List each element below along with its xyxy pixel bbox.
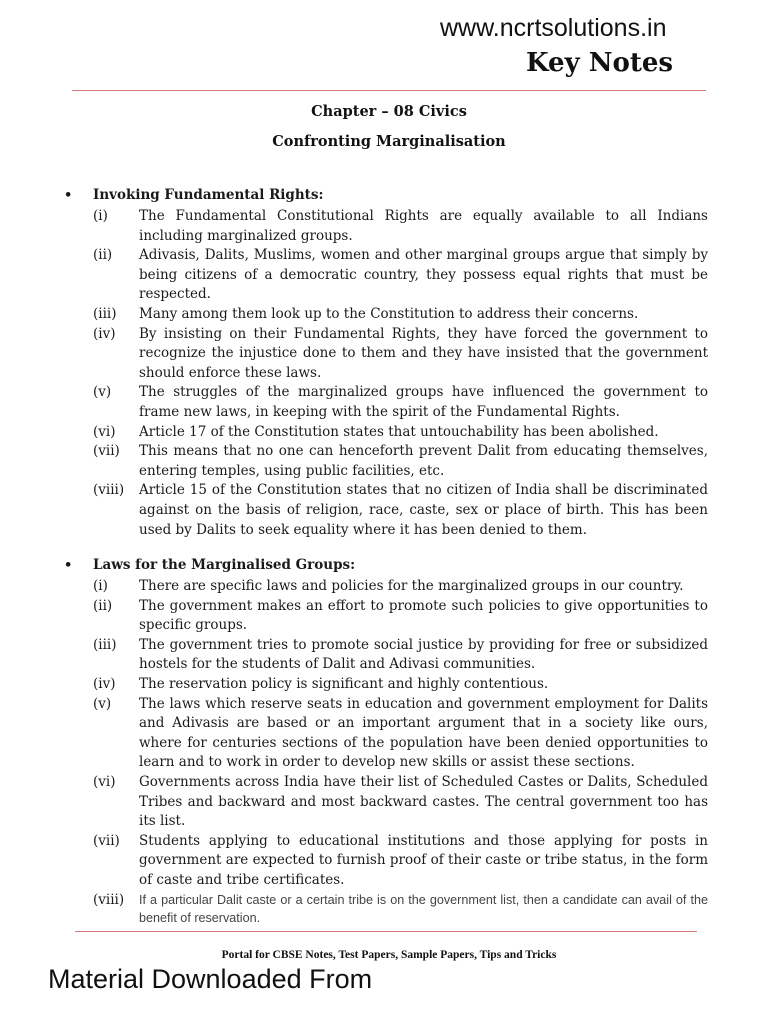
- item-number: (i): [93, 578, 108, 594]
- item-text: If a particular Dalit caste or a certain tribe is on the government list, then a candidate can avail of the benefit of reservation.: [139, 892, 708, 925]
- list-item: [64, 442, 708, 481]
- footer-divider: [75, 931, 697, 932]
- item-text: The government tries to promote social justice by providing for free or subsidized hostels for the students of Dalit and Adivasi communities.: [139, 636, 708, 673]
- list-item: [64, 246, 708, 305]
- header-divider: [72, 90, 706, 91]
- item-number: (vii): [93, 832, 120, 849]
- chapter-title: Chapter – 08 Civics: [311, 103, 467, 120]
- item-text: The government makes an effort to promote such policies to give opportunities to specific groups.: [139, 597, 708, 634]
- bullet-icon: •: [64, 188, 73, 203]
- item-number: (v): [93, 695, 112, 712]
- list-item: [64, 636, 708, 675]
- item-text: Students applying to educational institutions and those applying for posts in government are expected to furnish proof of their caste or tribe status, in the form of caste and tribe certificates.: [139, 832, 708, 888]
- item-number: (ii): [93, 247, 113, 264]
- section-heading: [64, 186, 708, 207]
- item-text: There are specific laws and policies for the marginalized groups in our country.: [139, 578, 684, 594]
- item-number: (viii): [93, 891, 125, 908]
- item-text: The struggles of the marginalized groups have influenced the government to frame new laws, in keeping with the spirit of the Fundamental Rights.: [139, 384, 708, 420]
- list-item: [64, 675, 708, 695]
- key-notes-title: Key Notes: [526, 48, 674, 78]
- section-heading: [64, 556, 708, 577]
- item-number: (vi): [93, 773, 116, 790]
- item-number: (vii): [93, 443, 120, 460]
- item-text: The Fundamental Constitutional Rights are equally available to all Indians including marginalized groups.: [139, 208, 708, 244]
- list-item: [64, 325, 708, 384]
- item-text: The reservation policy is significant and highly contentious.: [139, 675, 549, 692]
- item-text: Adivasis, Dalits, Muslims, women and other marginal groups argue that simply by being citizens of a democratic country, they possess equal rights that must be respected.: [139, 247, 708, 303]
- item-text: Governments across India have their list of Scheduled Castes or Dalits, Scheduled Tribes and backward and most backward castes. The central government too has its list.: [139, 773, 708, 830]
- item-text: Article 15 of the Constitution states that no citizen of India shall be discriminated against on the basis of religion, race, caste, sex or place of birth. This has been used by Dalits to seek equality where it has been denied to them.: [139, 482, 708, 538]
- section-fundamental-rights: [64, 186, 708, 540]
- section-heading-text: Invoking Fundamental Rights:: [93, 187, 324, 203]
- item-number: (vi): [93, 423, 116, 440]
- list-item: [64, 305, 708, 325]
- list-item: [64, 577, 708, 597]
- footer-material-text: Material Downloaded From: [48, 964, 373, 994]
- footer-portal-text: Portal for CBSE Notes, Test Papers, Sample Papers, Tips and Tricks: [221, 949, 557, 961]
- list-item: [64, 597, 708, 636]
- item-number: (iv): [93, 325, 116, 342]
- item-text: By insisting on their Fundamental Rights, they have forced the government to recognize the injustice done to them and they have insisted that the government should enforce these laws.: [139, 325, 708, 381]
- section-laws-marginalised: [64, 556, 708, 927]
- item-list: [64, 207, 708, 540]
- item-text: Article 17 of the Constitution states that untouchability has been abolished.: [139, 423, 659, 440]
- list-item: [64, 773, 708, 832]
- bullet-icon: •: [64, 558, 73, 573]
- item-number: (viii): [93, 482, 125, 499]
- list-item: [64, 832, 708, 891]
- item-text: Many among them look up to the Constitution to address their concerns.: [139, 305, 639, 322]
- section-heading-text: Laws for the Marginalised Groups:: [93, 557, 356, 573]
- list-item: [64, 891, 708, 927]
- list-item: [64, 481, 708, 540]
- item-text: The laws which reserve seats in education and government employment for Dalits and Adivasis are based or an important argument that in a society like ours, where for centuries sections of the population have been denied opportunities to learn and to work in order to develop new skills or assist these sections.: [139, 695, 708, 771]
- list-item: [64, 423, 708, 443]
- item-number: (iii): [93, 636, 117, 653]
- item-number: (v): [93, 384, 112, 401]
- item-text: This means that no one can henceforth prevent Dalit from educating themselves, entering temples, using public facilities, etc.: [139, 443, 708, 479]
- item-number: (iv): [93, 675, 116, 692]
- item-number: (iii): [93, 305, 117, 322]
- topic-title: Confronting Marginalisation: [272, 133, 506, 150]
- item-list: [64, 577, 708, 927]
- item-number: (ii): [93, 597, 113, 614]
- site-url: www.ncrtsolutions.in: [440, 14, 667, 42]
- list-item: [64, 207, 708, 246]
- list-item: [64, 383, 708, 422]
- item-number: (i): [93, 208, 108, 224]
- list-item: [64, 695, 708, 773]
